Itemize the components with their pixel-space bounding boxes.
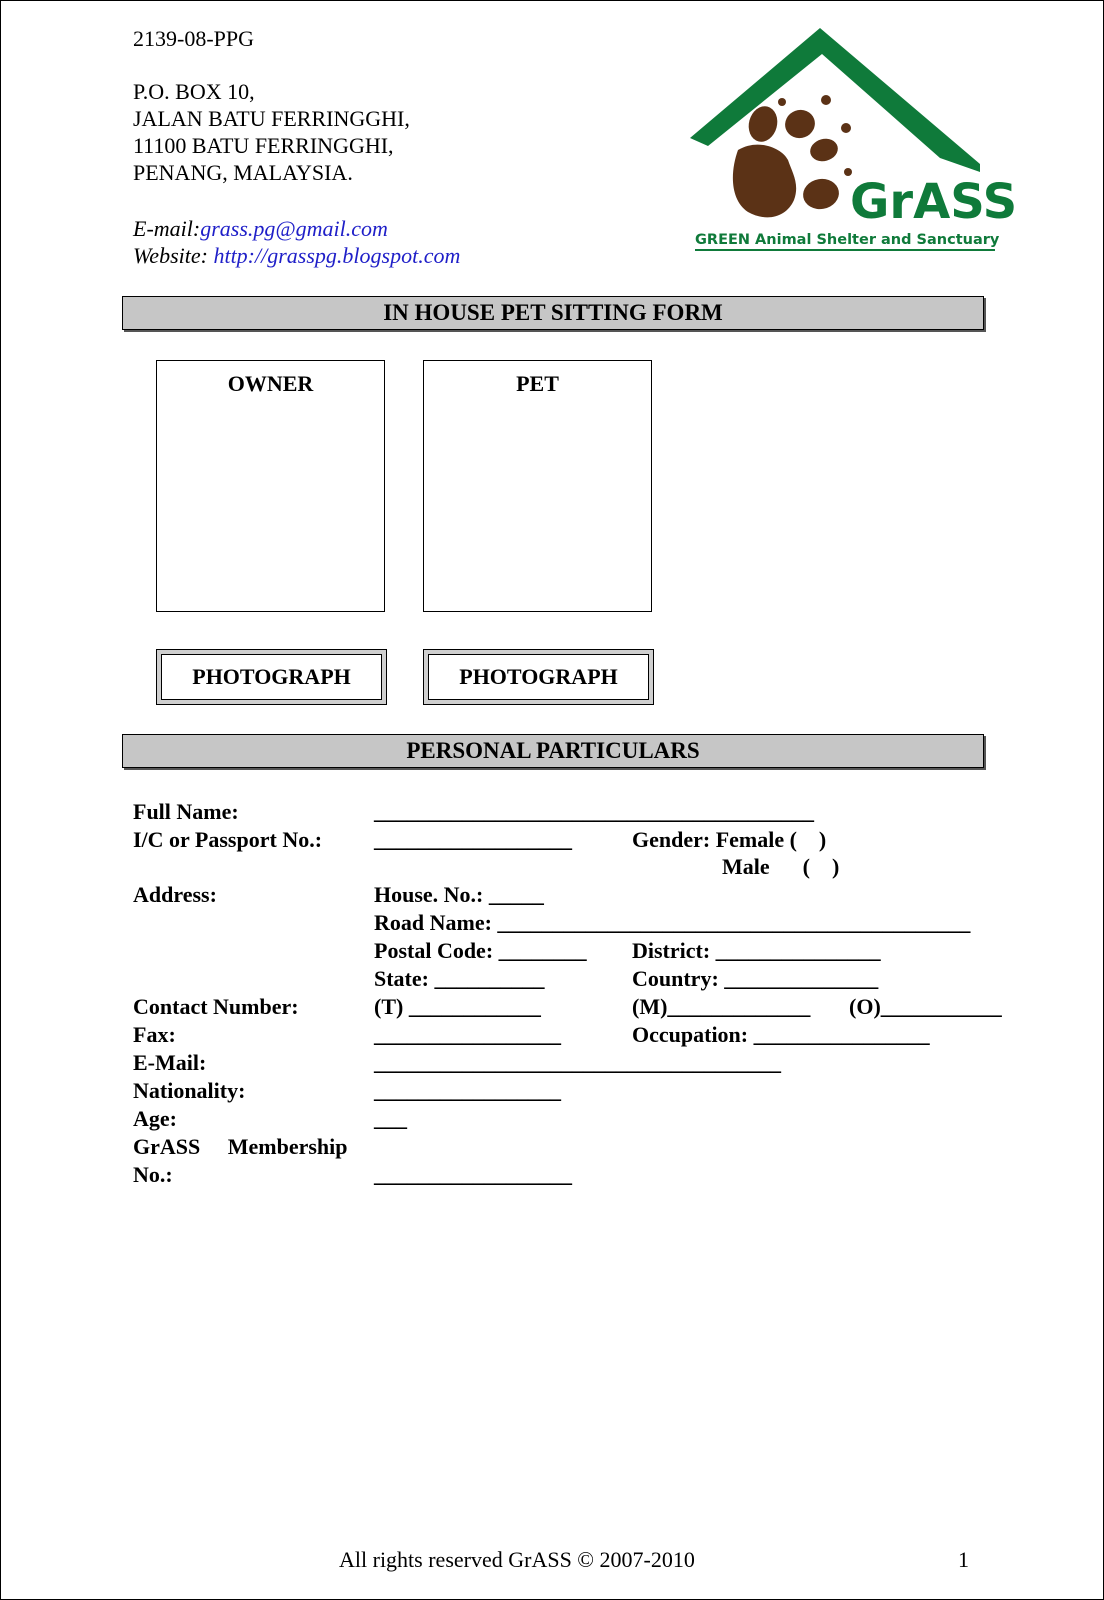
email-label: E-mail: [133,216,201,241]
postal-code-field[interactable]: Postal Code: ________ [374,938,587,963]
membership-label: GrASS Membership [133,1134,348,1159]
paw-toe-icon [801,176,842,212]
website-label: Website: [133,243,214,268]
contact-number-label: Contact Number: [133,994,299,1019]
address-line-4: PENANG, MALAYSIA. [133,160,353,185]
fax-field[interactable]: _________________ [374,1022,561,1047]
logo-wordmark: GrASS [850,174,1018,230]
address-line-3: 11100 BATU FERRINGGHI, [133,133,394,158]
owner-photograph-label: PHOTOGRAPH [161,654,382,700]
nationality-label: Nationality: [133,1078,246,1103]
age-label: Age: [133,1106,177,1131]
dot-icon [841,123,851,133]
email-link[interactable]: grass.pg@gmail.com [200,216,388,241]
email-line [133,215,388,242]
page-number: 1 [958,1547,969,1572]
pet-photograph-label: PHOTOGRAPH [428,654,649,700]
dot-icon [778,98,786,106]
doc-code: 2139-08-PPG [133,26,255,51]
state-field[interactable]: State: __________ [374,966,545,991]
owner-photograph-button[interactable] [156,649,387,705]
logo-subtitle: GREEN Animal Shelter and Sanctuary [695,232,995,251]
country-field[interactable]: Country: ______________ [632,966,879,991]
district-field[interactable]: District: _______________ [632,938,881,963]
phone-m-field[interactable]: (M)_____________ [632,994,811,1019]
form-title-bar: IN HOUSE PET SITTING FORM [122,296,984,330]
membership-field[interactable]: __________________ [374,1162,572,1187]
paw-toe-icon [781,106,819,143]
ic-label: I/C or Passport No.: [133,827,323,852]
dot-icon [821,95,831,105]
email-field-label: E-Mail: [133,1050,207,1075]
fax-label: Fax: [133,1022,176,1047]
footer-copyright: All rights reserved GrASS © 2007-2010 [339,1547,695,1572]
pet-photograph-button[interactable] [423,649,654,705]
pet-photo-label: PET [516,371,559,396]
address-label: Address: [133,882,217,907]
owner-photo-label: OWNER [227,371,314,396]
personal-particulars-bar: PERSONAL PARTICULARS [122,734,984,768]
phone-t-field[interactable]: (T) ____________ [374,994,541,1019]
phone-o-field[interactable]: (O)___________ [849,994,1002,1019]
owner-photo-frame [156,360,385,612]
website-line [133,242,460,269]
pet-photo-frame [423,360,652,612]
address-line-2: JALAN BATU FERRINGGHI, [133,106,410,131]
email-field[interactable]: _____________________________________ [374,1050,781,1075]
membership-label-no: No.: [133,1162,173,1187]
grass-logo [690,22,1018,262]
gender-female-option[interactable]: Gender: Female ( ) [632,827,827,852]
age-field[interactable]: ___ [374,1106,407,1131]
website-link[interactable]: http://grasspg.blogspot.com [213,243,461,268]
paw-toe-icon [808,136,841,164]
gender-male-option[interactable]: Male ( ) [722,854,840,879]
nationality-field[interactable]: _________________ [374,1078,561,1103]
address-line-1: P.O. BOX 10, [133,79,255,104]
house-no-field[interactable]: House. No.: _____ [374,882,544,907]
occupation-field[interactable]: Occupation: ________________ [632,1022,930,1047]
full-name-field[interactable]: ________________________________________ [374,799,814,824]
paw-pad-icon [733,145,796,218]
road-name-field[interactable]: Road Name: ___________________________________________ [374,910,971,935]
full-name-label: Full Name: [133,799,239,824]
ic-field[interactable]: __________________ [374,827,572,852]
